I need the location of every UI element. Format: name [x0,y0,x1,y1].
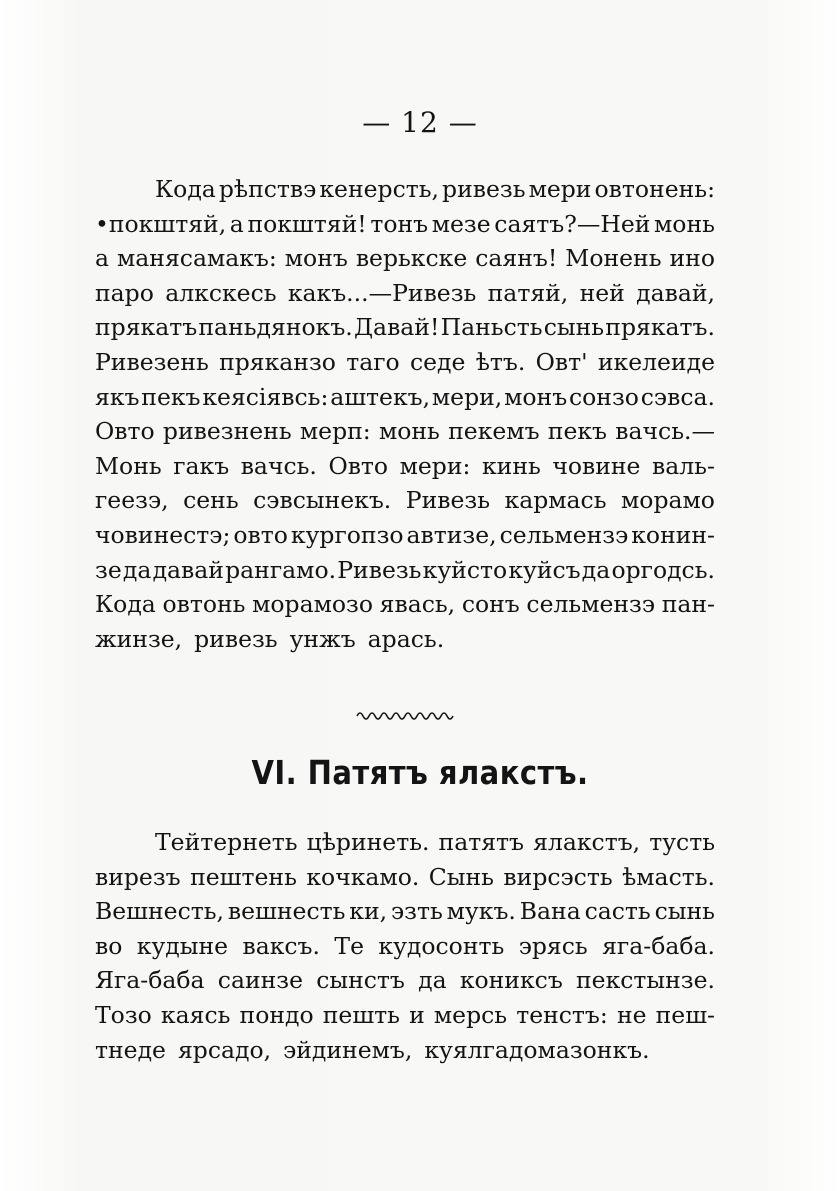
word: Ривезь [337,555,422,584]
word: ривезь [194,624,278,653]
word: кеясіявсь: [202,382,329,411]
word: сынстъ [316,966,405,995]
text-line [95,518,715,552]
word: жинзе, [95,624,183,653]
word: яга-баба. [602,931,715,960]
word: пекъ [547,417,608,446]
text-line [95,207,715,241]
word: човине [552,451,641,480]
text-line [95,1033,715,1067]
word: Паньсть [440,313,543,342]
word: пекъ [141,382,201,411]
word: рѣпствэ [218,175,317,203]
text-line [155,172,715,206]
text-line [95,276,715,310]
word: паро [95,278,154,307]
text-line [95,380,715,414]
word: во [95,931,123,960]
word: ярсадо, [177,1035,272,1064]
word: а [229,209,244,238]
word: ки, [349,897,388,926]
word: верькске [355,244,468,273]
word: овто [233,521,288,549]
text-line [95,860,715,894]
word: таго [346,348,400,376]
word: мерп: [299,417,371,446]
word: арась. [367,624,445,653]
word: ѣтъ. [475,348,526,376]
word: морамо [621,486,715,515]
word: сень [183,486,239,515]
text-line [95,483,715,517]
word: рангамо. [225,555,337,584]
word: ривезнень [162,417,292,446]
word: Ривезень [95,348,209,376]
word: алкскесь [165,278,277,307]
word: Овто [328,451,389,480]
word: Сынь [428,862,494,891]
word: унжъ [289,624,356,653]
word: Монь [95,451,162,480]
word: кониксъ [459,966,563,995]
word: вирезъ [95,862,181,891]
word: да [581,555,611,584]
word: покштяй! [247,209,367,238]
word: ней [579,278,625,307]
text-line [95,929,715,963]
word: седе [409,348,466,376]
word: кармась [504,486,607,515]
word: кудосонть [378,931,505,960]
word: а [95,244,110,273]
word: гакъ [173,451,230,480]
word: Тейтернеть [155,828,298,856]
word: ваксъ. [242,931,320,960]
text-line [95,622,715,656]
word: геезэ, [95,486,169,515]
word: човинестэ; [95,521,231,549]
word: эзть [391,897,443,926]
word: Кода [155,175,216,203]
text-line [95,310,715,344]
word: Тозо [95,1001,152,1029]
word: ѣмасть. [622,862,715,891]
word: сельмензэ [499,521,629,549]
word: монь [378,417,440,446]
word: ялакстъ, [533,828,641,856]
text-line [95,963,715,997]
word: вешнесть [227,897,346,926]
word: Монень [565,244,662,273]
word: пешть [322,1001,400,1029]
word: и [409,1001,425,1029]
word: овтонь [162,590,246,619]
word: сынь [543,313,605,342]
word: кудыне [136,931,229,960]
word: икелеиде [597,348,715,376]
word: сынь [654,897,715,926]
word: какъ...—Ривезь [287,278,477,307]
word: давай, [636,278,715,307]
word: Давай! [353,313,440,342]
word: вачсь. [240,451,317,480]
word: мери [528,175,592,203]
word: валь- [652,451,715,480]
text-line [155,825,715,859]
text-line [95,894,715,928]
word: каясь [160,1001,231,1029]
word: конин- [631,521,715,549]
word: Вана [519,897,581,926]
word: мери: [399,451,471,480]
word: монъ [504,382,568,411]
word: кинь [481,451,541,480]
word: •покштяй, [95,209,227,238]
word: Ривезь [405,486,490,515]
word: куялгадомазонкъ. [424,1035,650,1064]
word: сэвса. [640,382,715,411]
text-line [95,345,715,379]
word: Вешнесть, [95,897,225,926]
word: монъ [284,244,348,273]
word: прякатъ [95,313,198,342]
word: ино [669,244,715,273]
word: якъ [95,382,140,411]
word: ривезь [442,175,526,203]
word: пондо [239,1001,314,1029]
word: да [418,966,447,995]
word: Овто [95,417,155,446]
word: патяй, [487,278,569,307]
word: тенстъ: [516,1001,608,1029]
word: явась, [379,590,456,619]
word: мери, [431,382,503,411]
word: эйдинемъ, [283,1035,413,1064]
word: аштекъ, [330,382,431,411]
word: вачсь.— [615,417,715,446]
word: манясамакъ: [117,244,277,273]
word: тонъ [370,209,429,238]
word: мезе [431,209,491,238]
word: морамозо [252,590,373,619]
word: прякатъ. [605,313,715,342]
word: пеш- [655,1001,715,1029]
word: сонзо [568,382,639,411]
word: пекемъ [448,417,540,446]
word: мерсь [433,1001,508,1029]
word: монь [654,209,715,238]
text-line [95,414,715,448]
text-line [95,998,715,1032]
word: кочкамо. [306,862,420,891]
word: саинзе [217,966,304,995]
text-line [95,241,715,275]
section-heading: VI. Патятъ ялакстъ. [251,753,589,792]
word: Те [334,931,364,960]
word: пештень [190,862,297,891]
word: сельмензэ [526,590,656,619]
word: тусть [649,828,715,856]
word: куйсъ [508,555,581,584]
word: вирсэсть [503,862,613,891]
word: мукъ. [446,897,516,926]
section-divider-ornament [355,707,455,721]
word: давай [152,555,224,584]
word: Яга-баба [95,966,205,995]
word: тнеде [95,1035,166,1064]
word: пекстынзе. [576,966,715,995]
text-line [95,587,715,621]
word: саянъ! [475,244,558,273]
word: Кода [95,590,156,619]
word: Овт' [535,348,588,376]
word: овтонень: [594,175,715,203]
word: кенерсть, [319,175,439,203]
word: сонъ [461,590,520,619]
word: паньдянокъ. [198,313,353,342]
word: куйсто [422,555,508,584]
word: да [122,555,152,584]
word: пан- [661,590,715,619]
word: эрясь [518,931,588,960]
word: пряканзо [219,348,336,376]
word: автизе, [406,521,497,549]
word: зе [95,555,122,584]
word: сэвсынекъ. [253,486,392,515]
word: патятъ [438,828,524,856]
text-line [95,553,715,587]
page-number: — 12 — [362,106,478,139]
text-line [95,449,715,483]
word: саятъ?—Ней [494,209,651,238]
word: оргодсь. [611,555,715,584]
word: цѣринеть. [306,828,430,856]
word: кургопзо [290,521,404,549]
word: састь [584,897,651,926]
word: не [616,1001,647,1029]
